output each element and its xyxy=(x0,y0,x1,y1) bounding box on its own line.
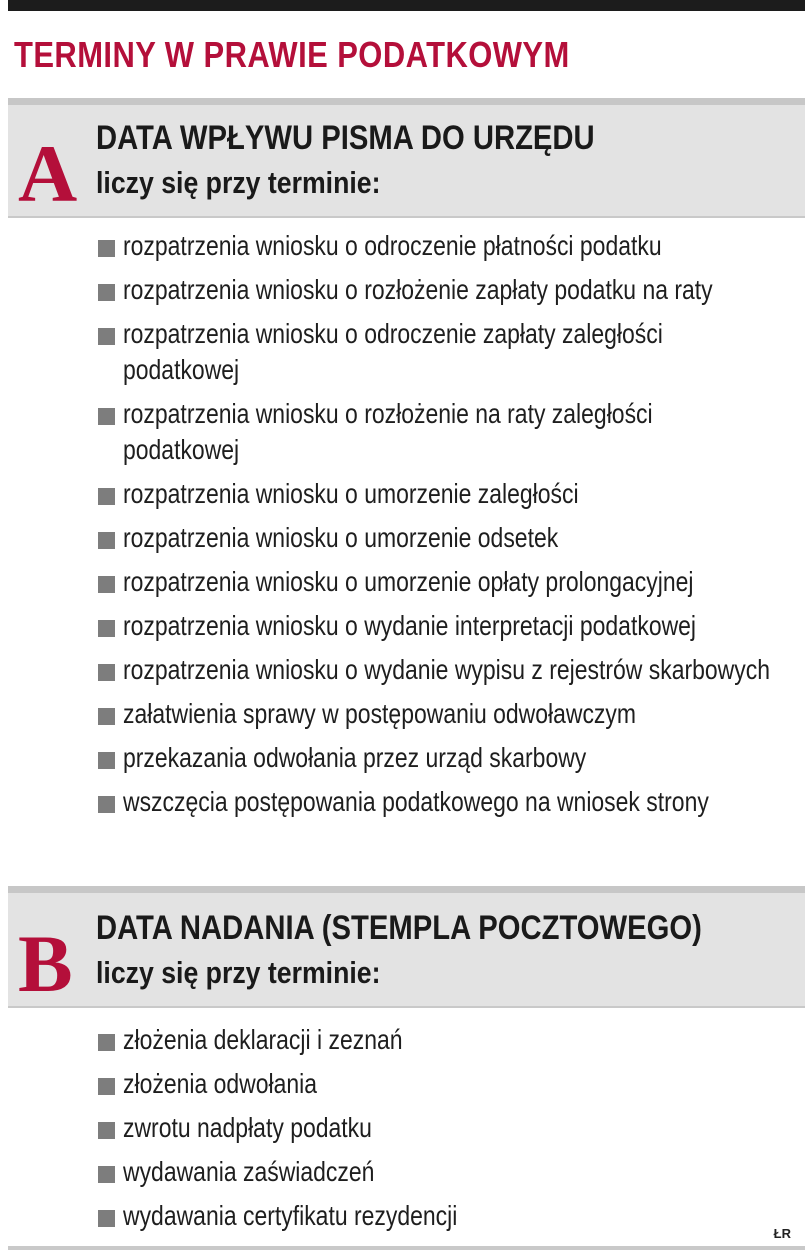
list-item xyxy=(98,272,805,308)
list-item xyxy=(98,228,805,264)
square-bullet-icon xyxy=(98,328,115,345)
list-item-text: załatwienia sprawy w postępowaniu odwoławczym xyxy=(123,698,637,729)
section-b-header xyxy=(8,886,805,1008)
list-item-text: złożenia deklaracji i zeznań xyxy=(123,1024,403,1055)
square-bullet-icon xyxy=(98,1034,115,1051)
list-item xyxy=(98,1066,805,1102)
section-b-letter: B xyxy=(18,918,73,1009)
list-item-text: rozpatrzenia wniosku o wydanie interpretacji podatkowej xyxy=(123,610,697,641)
square-bullet-icon xyxy=(98,796,115,813)
square-bullet-icon xyxy=(98,284,115,301)
list-item xyxy=(98,520,805,556)
list-item xyxy=(98,608,805,644)
square-bullet-icon xyxy=(98,708,115,725)
square-bullet-icon xyxy=(98,488,115,505)
list-item xyxy=(98,476,805,512)
list-item-text: rozpatrzenia wniosku o odroczenie zapłaty zaległości podatkowej xyxy=(123,318,663,385)
list-item xyxy=(98,1198,805,1234)
square-bullet-icon xyxy=(98,1166,115,1183)
list-item xyxy=(98,696,805,732)
section-a-letter: A xyxy=(18,128,78,219)
list-item-text: zwrotu nadpłaty podatku xyxy=(123,1112,372,1143)
list-item-text: rozpatrzenia wniosku o odroczenie płatności podatku xyxy=(123,230,662,261)
square-bullet-icon xyxy=(98,408,115,425)
list-item-text: rozpatrzenia wniosku o rozłożenie na raty zaległości podatkowej xyxy=(123,398,653,465)
list-item-text: wydawania zaświadczeń xyxy=(123,1156,375,1187)
list-item-text: złożenia odwołania xyxy=(123,1068,318,1099)
list-item xyxy=(98,1154,805,1190)
page-title: TERMINY W PRAWIE PODATKOWYM xyxy=(14,34,570,75)
list-item-text: rozpatrzenia wniosku o wydanie wypisu z rejestrów skarbowych xyxy=(123,654,770,685)
author-credit: ŁR xyxy=(773,1226,791,1241)
section-a-list xyxy=(98,228,805,828)
list-item xyxy=(98,1110,805,1146)
list-item xyxy=(98,396,805,468)
list-item-text: rozpatrzenia wniosku o rozłożenie zapłaty podatku na raty xyxy=(123,274,713,305)
list-item-text: przekazania odwołania przez urząd skarbowy xyxy=(123,742,587,773)
section-a-header xyxy=(8,98,805,218)
square-bullet-icon xyxy=(98,532,115,549)
bottom-rule xyxy=(8,1246,805,1250)
section-a-subheading: liczy się przy terminie: xyxy=(96,165,381,200)
square-bullet-icon xyxy=(98,576,115,593)
list-item xyxy=(98,740,805,776)
section-b-list xyxy=(98,1022,805,1242)
list-item-text: rozpatrzenia wniosku o umorzenie opłaty prolongacyjnej xyxy=(123,566,694,597)
square-bullet-icon xyxy=(98,620,115,637)
list-item xyxy=(98,652,805,688)
list-item xyxy=(98,1022,805,1058)
list-item-text: wydawania certyfikatu rezydencji xyxy=(123,1200,458,1231)
square-bullet-icon xyxy=(98,1078,115,1095)
list-item xyxy=(98,784,805,820)
list-item-text: rozpatrzenia wniosku o umorzenie odsetek xyxy=(123,522,559,553)
top-rule xyxy=(8,0,805,11)
section-b-heading: DATA NADANIA (STEMPLA POCZTOWEGO) xyxy=(96,909,702,947)
square-bullet-icon xyxy=(98,752,115,769)
square-bullet-icon xyxy=(98,1210,115,1227)
list-item-text: wszczęcia postępowania podatkowego na wniosek strony xyxy=(123,786,709,817)
list-item xyxy=(98,316,805,388)
section-b-subheading: liczy się przy terminie: xyxy=(96,955,381,990)
list-item xyxy=(98,564,805,600)
square-bullet-icon xyxy=(98,664,115,681)
square-bullet-icon xyxy=(98,1122,115,1139)
list-item-text: rozpatrzenia wniosku o umorzenie zaległości xyxy=(123,478,579,509)
square-bullet-icon xyxy=(98,240,115,257)
section-a-heading: DATA WPŁYWU PISMA DO URZĘDU xyxy=(96,119,595,157)
